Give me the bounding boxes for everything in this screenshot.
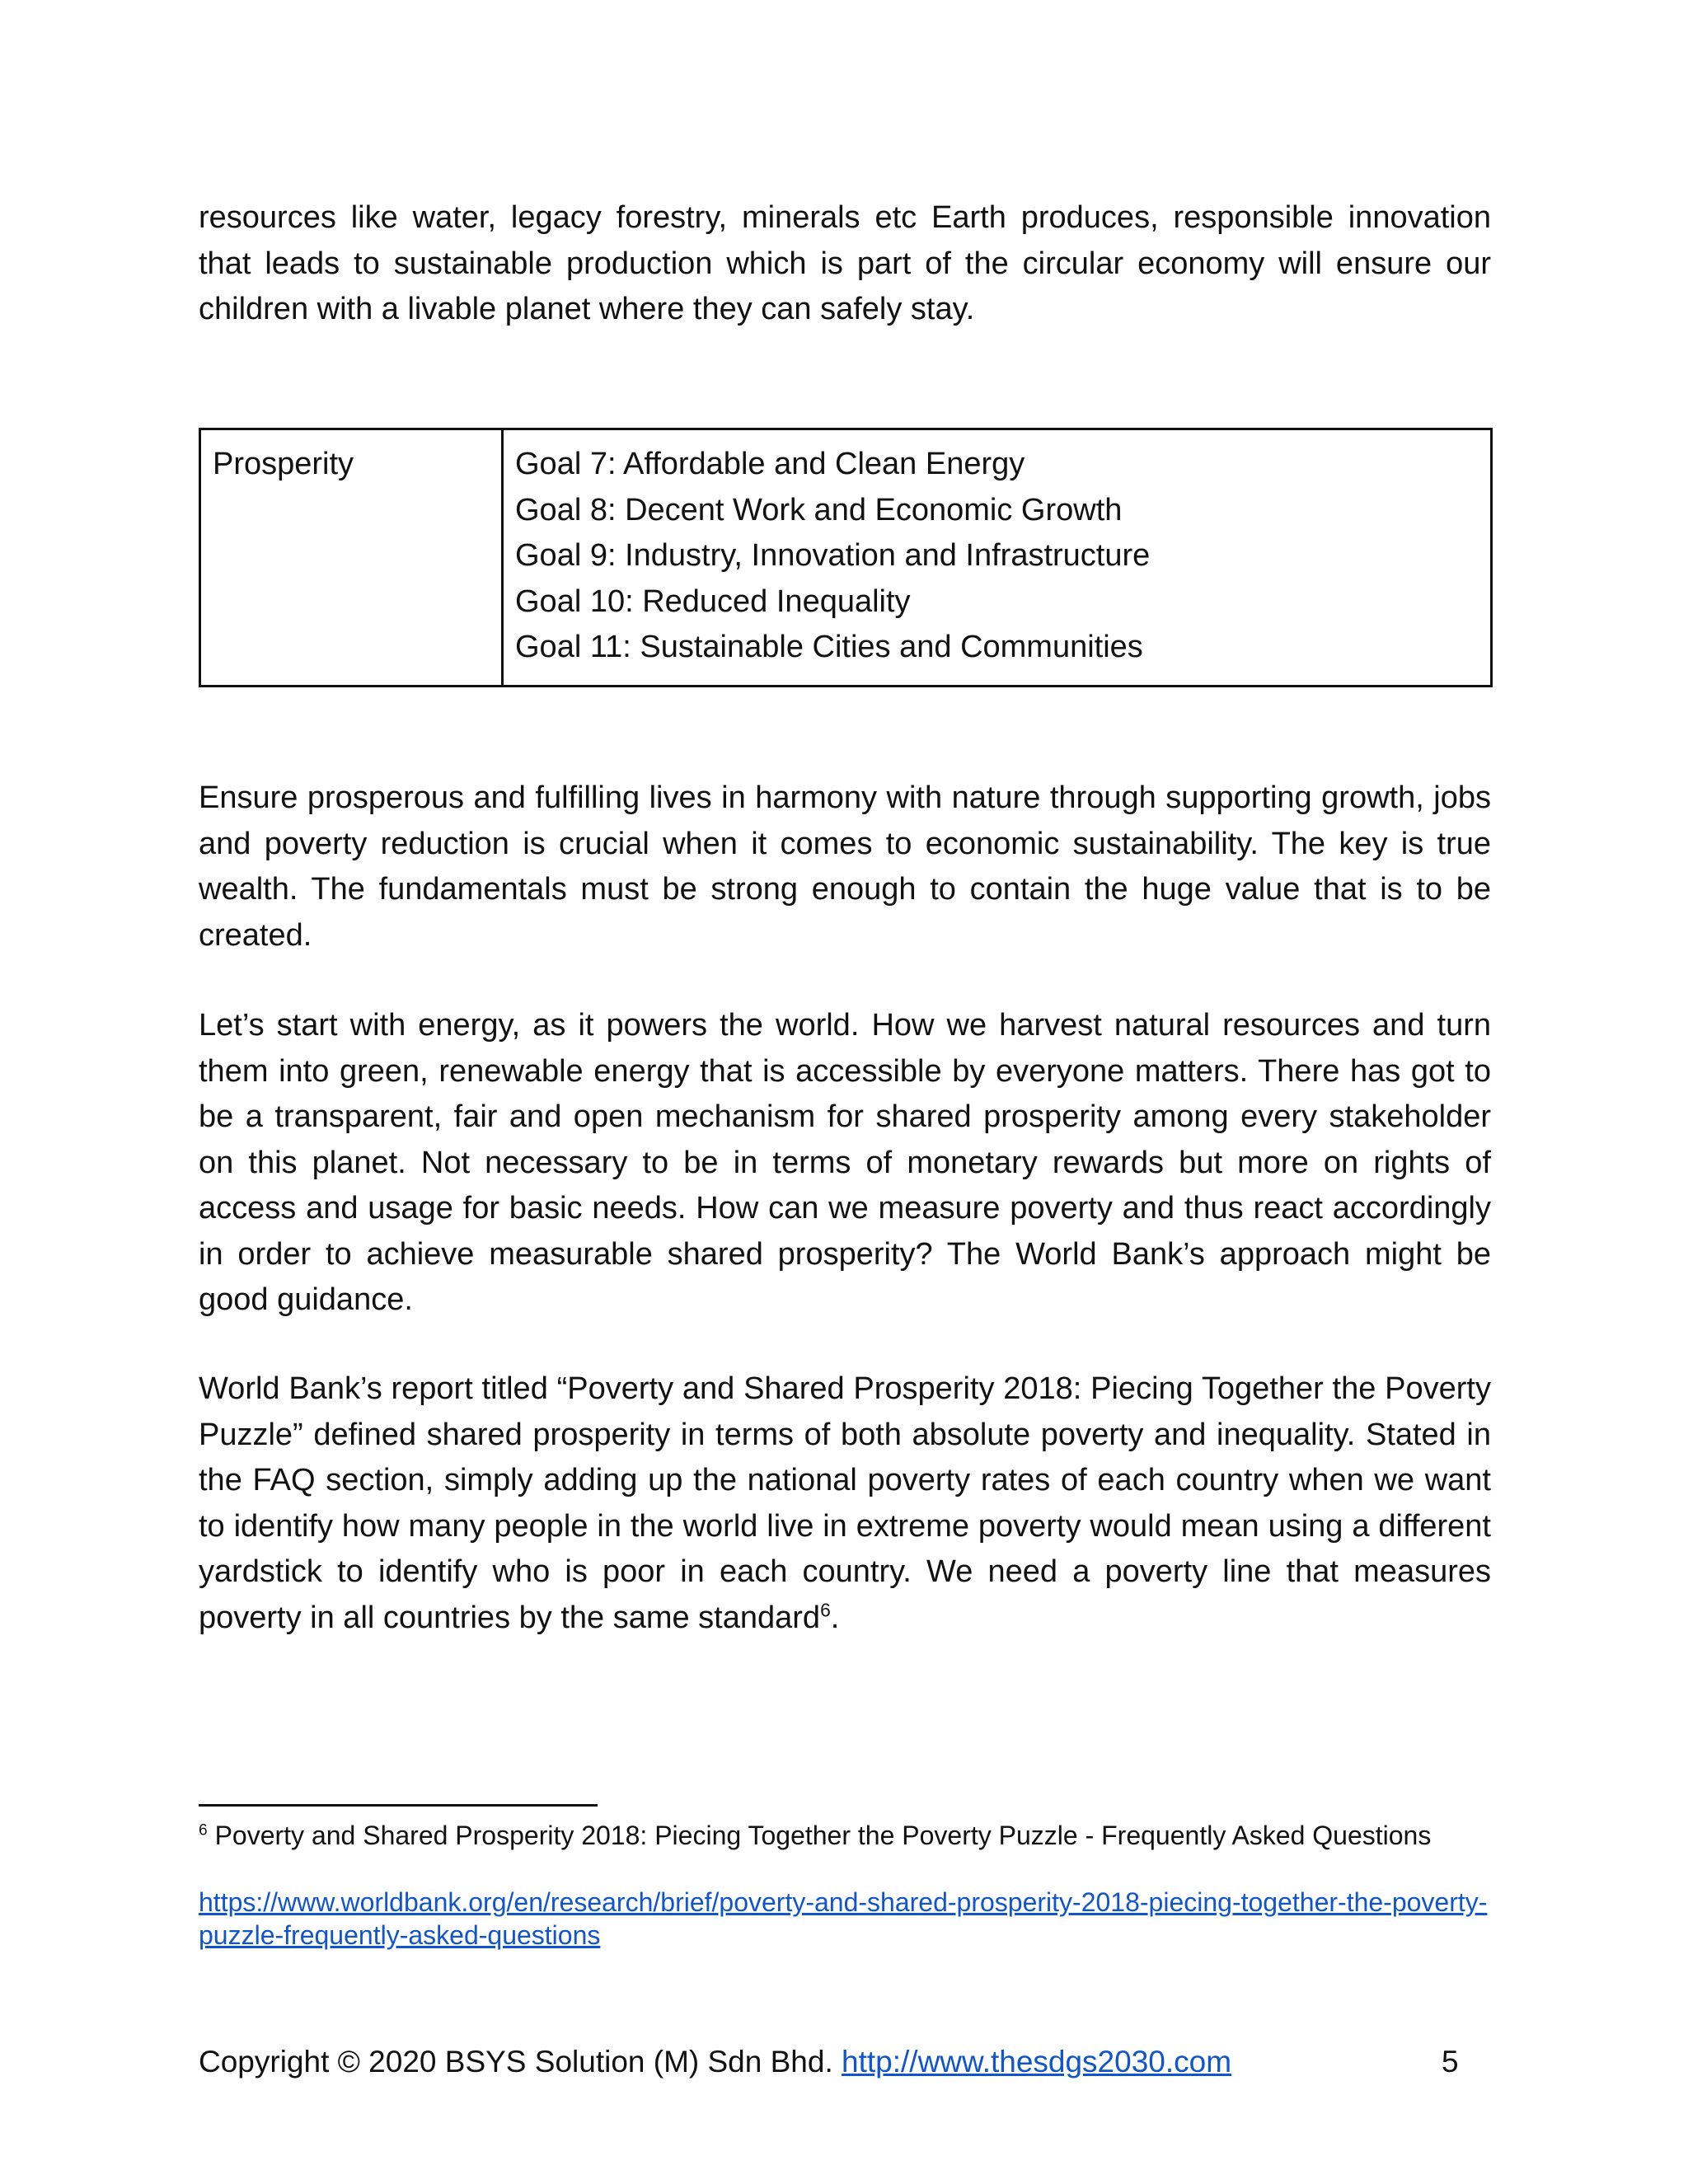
goals-cell xyxy=(503,429,1492,687)
footnote-url-link[interactable]: https://www.worldbank.org/en/research/brief/poverty-and-shared-prosperity-2018-piecing-together-the-poverty-puzzle-frequently-asked-questions xyxy=(199,1887,1488,1950)
footnote-number: 6 xyxy=(199,1821,208,1840)
pillar-cell: Prosperity xyxy=(200,429,503,687)
copyright-text: Copyright © 2020 BSYS Solution (M) Sdn Bhd. xyxy=(199,2045,833,2079)
document-page xyxy=(199,0,1491,2184)
footnote-text: Poverty and Shared Prosperity 2018: Piecing Together the Poverty Puzzle - Frequently Asked Questions xyxy=(214,1821,1432,1850)
sdg-pillar-table xyxy=(199,428,1493,687)
prosperity-paragraph: Ensure prosperous and fulfilling lives in harmony with nature through supporting growth, jobs and poverty reduction is crucial when it comes to economic sustainability. The key is true wealth. The fundamentals must be strong enough to contain the huge value that is to be created. xyxy=(199,780,1491,953)
world-bank-paragraph-text: World Bank’s report titled “Poverty and Shared Prosperity 2018: Piecing Together the Poverty Puzzle” defined shared prosperity in terms of both absolute poverty and inequality. Stated in the FAQ section, simply adding up the national poverty rates of each country when we want to identify how many people in the world live in extreme poverty would mean using a different yardstick to identify who is poor in each country. We need a poverty line that measures poverty in all countries by the same standard xyxy=(199,1371,1491,1635)
energy-paragraph: Let’s start with energy, as it powers the world. How we harvest natural resources and turn them into green, renewable energy that is accessible by everyone matters. There has got to be a transparent, fair and open mechanism for shared prosperity among every stakeholder on this planet. Not necessary to be in terms of monetary rewards but more on rights of access and usage for basic needs. How can we measure poverty and thus react accordingly in order to achieve measurable shared prosperity? The World Bank’s approach might be good guidance. xyxy=(199,1008,1491,1317)
world-bank-paragraph xyxy=(199,1366,1491,1641)
goal-item: Goal 10: Reduced Inequality xyxy=(515,583,911,619)
goal-item: Goal 9: Industry, Innovation and Infrastructure xyxy=(515,538,1151,573)
goal-item: Goal 7: Affordable and Clean Energy xyxy=(515,447,1025,481)
intro-paragraph: resources like water, legacy forestry, minerals etc Earth produces, responsible innovation that leads to sustainable production which is part of the circular economy will ensure our children with a livable planet where they can safely stay. xyxy=(199,200,1491,326)
goal-item: Goal 11: Sustainable Cities and Communities xyxy=(515,630,1143,664)
goal-item: Goal 8: Decent Work and Economic Growth xyxy=(515,492,1123,527)
page-footer xyxy=(199,2042,1491,2082)
world-bank-paragraph-end: . xyxy=(830,1600,840,1635)
footnote-reference[interactable]: 6 xyxy=(820,1598,831,1620)
page-number: 5 xyxy=(1442,2045,1459,2079)
footnote xyxy=(199,1819,1491,1852)
website-link[interactable]: http://www.thesdgs2030.com xyxy=(842,2045,1232,2079)
table-row xyxy=(200,429,1492,687)
footnote-separator xyxy=(199,1804,598,1807)
